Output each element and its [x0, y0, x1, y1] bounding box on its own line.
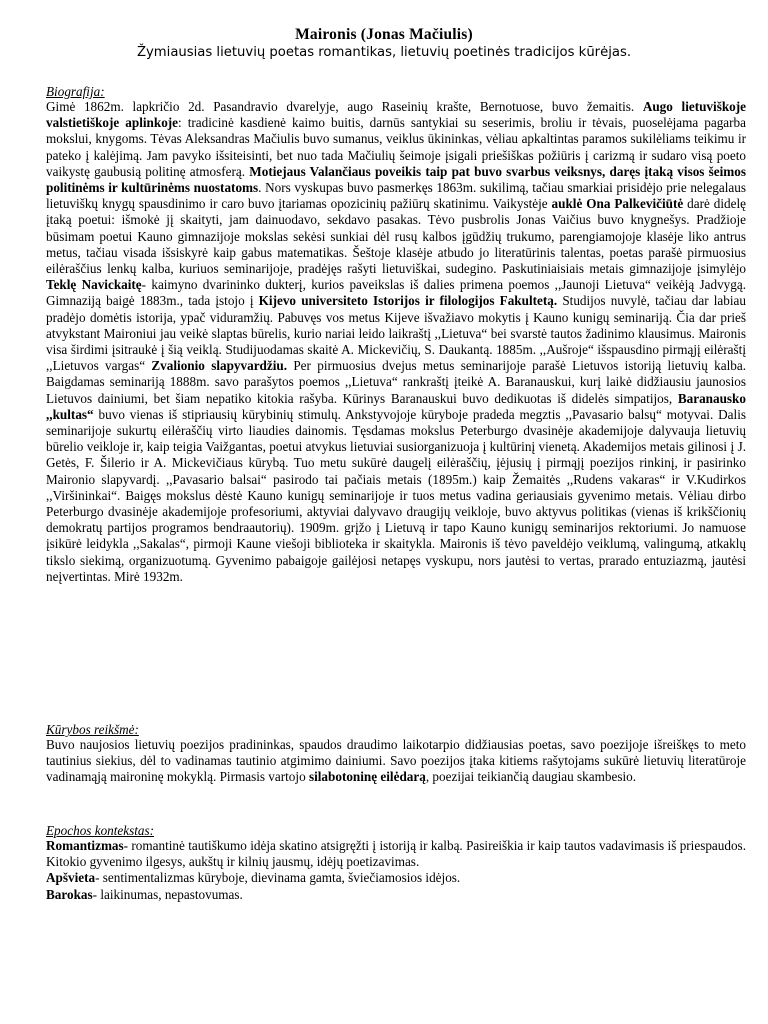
paragraph — [46, 737, 746, 786]
text-run: - sentimentalizmas kūryboje, dievinama gamta, šviečiamosios idėjos. — [95, 870, 461, 886]
bold-text-run: Barokas — [46, 886, 93, 902]
text-run: : tradicinė kasdienė kaimo buitis, darnūs santykiai su seserimis, broliu ir tėvais, puoselėjama pagarba mokslui, knygoms. Tėvas Aleksandras Mačiulis buvo sumanus, veiklus ūkininkas, vėliau apkaltintas paramos sukilėliams teikimu ir pateko į kalėjimą. Jam pavyko išsiteisinti, bet nuo tada Mačiulių šeimoje įsigali priešiškas požiūris į carizmą ir sudaro visą poeto vaikystę gaubusią politinę atmosferą. — [46, 115, 746, 179]
text-run: Buvo naujosios lietuvių poezijos pradininkas, spaudos draudimo laikotarpio didžiausias poetas, savo poezijoje išreiškęs to meto tautinius siekius, dėl to vadinamas tautinio atgimimo dainiumi. Savo poezijos įtaka kitiems rašytojams sukūrė lietuvių literatūroje vadinamąją maironinę mokyklą. Pirmasis vartojo — [46, 737, 746, 785]
text-run: Per pirmuosius dvejus metus seminarijoje parašė Lietuvos istoriją lietuvių kalba. Baigdamas seminariją 1888m. savo parašytos poemos ,,Lietuva“ rankraštį įteikė A. Baranauskui, kurį laikė didžiausiu jaunosios Lietuvos dainiumi, bet šiam nepatiko kitokia rašyba. Kūrinys Baranauskui buvo dedikuotas iš didelės simpatijos, — [46, 358, 746, 406]
document-subtitle: Žymiausias lietuvių poetas romantikas, lietuvių poetinės tradicijos kūrėjas. — [136, 45, 632, 60]
text-run: - kaimyno dvarininko dukterį, kurios paveikslas iš dalies primena poemos ,,Jaunoji Lietuva“ veikėją Jadvygą. Gimnaziją baigė 1883m., tada įstojo į — [46, 277, 746, 309]
bold-text-run: Teklę Navickaitę — [46, 277, 142, 293]
bold-text-run: Baranausko ,,kultas“ — [46, 390, 746, 422]
paragraph — [46, 99, 746, 585]
text-run: - romantinė tautiškumo idėja skatino atsigręžti į istoriją ir kalbą. Pasireiškia ir kaip tautos vadavimasis iš priespaudos. Kitokio gyvenimo ilgesys, aukštų ir kilnių jausmų, idėjų poetizavimas. — [46, 838, 746, 870]
text-run: Gimė 1862m. lapkričio 2d. Pasandravio dvarelyje, augo Raseinių krašte, Bernotuose, buvo žemaitis. — [46, 99, 643, 114]
text-run: darė didelę įtaką poetui: išmokė jį skaityti, jam dainuodavo, sekdavo pasakas. Tėvo pusbrolis Jonas Vaičius buvo knygnešys. Pradžioje būsimam poetui Kauno gimnazijoje mokslas sekėsi sunkiai dėl rusų kalbos įgūdžių trukumo, parengiamojoje klasėje liko antrus metus, tačiau visada išsiskyrė kaip gabus matematikas. Šeštoje klasėje atbudo jo literatūrinis talentas, poetas parašė pirmuosius eilėraščius lenkų kalba, kuriuos seminarijoje, pradėjęs rašyti lietuviškai, sudegino. Paskutiniaisiais metais gimnazijoje įsimylėjo — [46, 196, 747, 277]
text-run: - laikinumas, nepastovumas. — [92, 886, 243, 902]
text-run: buvo vienas iš stipriausių kūrybinių stimulų. Ankstyvojoje kūryboje pradeda megztis ,,Pavasario balsų“ motyvai. Dalis seminarijoje sukurtų eilėraščių virto liaudies dainomis. Tęsdamas mokslus Peterburgo dvasinėje akademijoje dalyvauja lietuvių būrelio veikloje ir, kaip teigia Vaižgantas, poetui atvykus lietuviai susiorganizuoja į kultūrinį vienetą. Akademijos metais gilinosi į J. Getės, F. Šilerio ir A. Mickevičiaus kūrybą. Tuo metu sukūrė daugelį eilėraščių, įėjusių į pirmąjį poezijos rinkinį, ir pasirinko Maironio slapyvardį. ,,Pavasario balsai“ pasirodo tai pačiais metais (1895m.) kaip Žemaitės ,,Rudens vakaras“ ir V.Kudirkos ,,Viršininkai“. Baigęs mokslus dėstė Kauno kunigų seminarijoje ir tuos metus vadina geriausiais gyvenimo metais. Vėliau dirbo Peterburgo dvasinėje akademijoje profesoriumi, aktyviai dalyvavo draugijų veikloje, buvo aktyvus politikas (vienas iš krikščionių demokratų partijos programos bendraautorių). 1909m. grįžo į Lietuvą ir tapo Kauno kunigų seminarijos rektoriumi. Jo namuose įsikūrė leidykla ,,Sakalas“, pirmoji Kaune viešoji biblioteka ir skaitykla. Maironis iš tėvo paveldėjo veiklumą, valingumą, atkaklų tikslo siekimą, organizuotumą. Gyvenimo pabaigoje gailėjosi netapęs vyskupu, nors jautėsi to vertas, prarado entuziazmą, jautėsi neįvertintas. Mirė 1932m. — [46, 406, 746, 584]
paragraph — [46, 887, 746, 903]
paragraph — [46, 838, 746, 870]
bold-text-run: Kijevo universiteto Istorijos ir filologijos Fakultetą. — [258, 293, 558, 309]
text-run: . Nors vyskupas buvo pasmerkęs 1863m. sukilimą, tačiau smarkiai prisidėjo prie nelegalaus lietuviškų knygų spausdinimo ir caro buvo įtariamas opozicinių pažiūrų skatinimu. Vaikystėje — [46, 180, 746, 212]
section-heading-epochos-kontekstas: Epochos kontekstas: — [46, 823, 155, 838]
bold-text-run: Augo lietuviškoje valstietiškoje aplinkoje — [46, 99, 746, 131]
bold-text-run: Zvalionio slapyvardžiu. — [151, 358, 288, 374]
bold-text-run: Motiejaus Valančiaus poveikis taip pat buvo svarbus veiksnys, daręs įtaką visos šeimos politinėms ir kultūrinėms nuostatoms — [46, 163, 747, 196]
section-body-biografija — [46, 99, 746, 585]
bold-text-run: auklė Ona Palkevičiūtė — [551, 196, 684, 212]
text-run: , poezijai teikiančią daugiau skambesio. — [425, 769, 637, 785]
document-title: Maironis (Jonas Mačiulis) — [295, 26, 473, 43]
section-body-kurybos-reiksme — [46, 737, 746, 786]
text-run: Studijos nuvylė, tačiau dar labiau pradėjo domėtis istorija, ypač viduramžių. Pabuvęs vos metus Kijeve išvažiavo mokytis į Kauno kunigų seminariją. Čia dar prieš atvykstant Maironiui jau veikė slaptas būrelis, kurio nariai leido laikraštį ,,Lietuva“ bei svarstė tautos žadinimo klausimus. Maironis visa širdimi įsitraukė į šią veiklą. Studijuodamas skaitė A. Mickevičių, S. Daukantą. 1885m. ,,Aušroje“ išspausdino pirmąjį eilėraštį ,,Lietuvos vargas“ — [46, 293, 746, 374]
section-heading-biografija: Biografija: — [46, 84, 105, 99]
section-heading-kurybos-reiksme: Kūrybos reikšmė: — [46, 722, 139, 737]
bold-text-run: silabotoninę eilėdarą — [308, 769, 426, 785]
section-body-epochos-kontekstas — [46, 838, 746, 903]
paragraph — [46, 870, 746, 886]
bold-text-run: Romantizmas — [46, 838, 124, 853]
bold-text-run: Apšvieta — [46, 870, 96, 886]
